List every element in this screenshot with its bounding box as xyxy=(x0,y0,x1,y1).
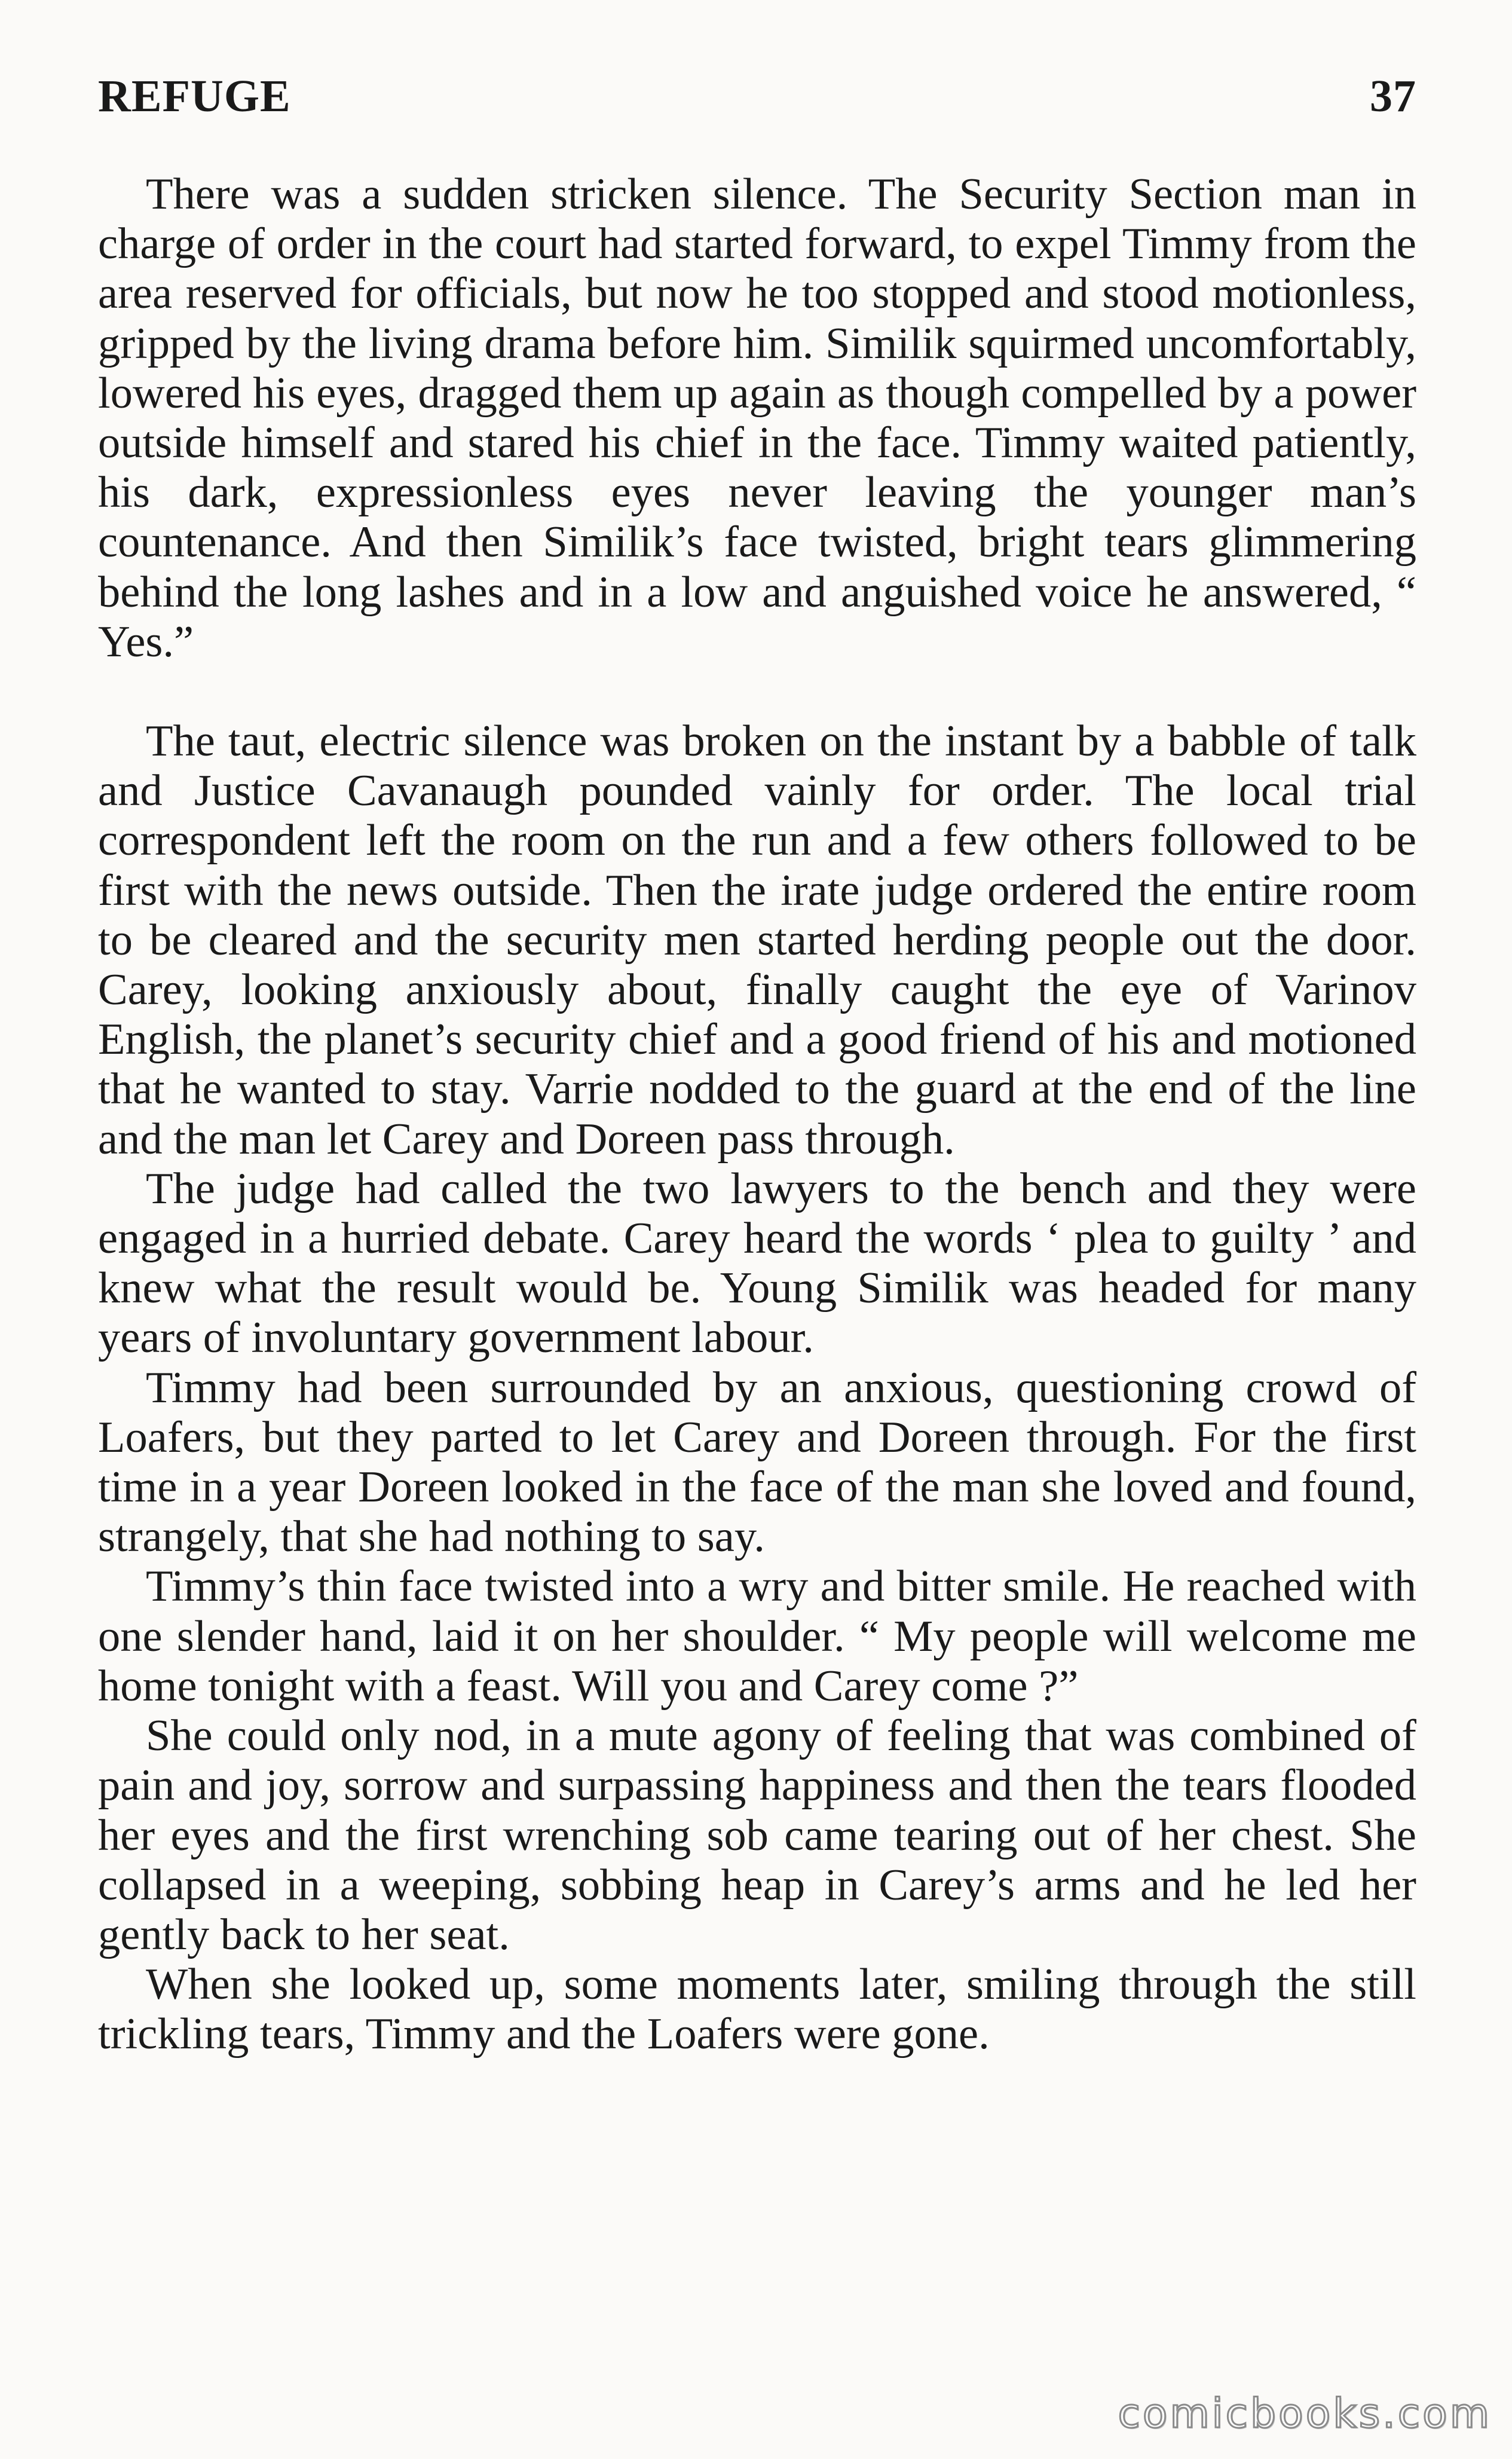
paragraph: The judge had called the two lawyers to the bench and they were engaged in a hurried debate. Carey heard the words ‘ plea to guilty ’ and knew what the result would be. Young Similik was headed for many years of involuntary government labour. xyxy=(98,1164,1416,1363)
paragraph: There was a sudden stricken silence. The Security Section man in charge of order in the court had started forward, to expel Timmy from the area reserved for officials, but now he too stopped and stood motionless, gripped by the living drama before him. Similik squirmed uncomfortably, lowered his eyes, dragged them up again as though compelled by a power outside himself and stared his chief in the face. Timmy waited patiently, his dark, expressionless eyes never leaving the younger man’s countenance. And then Similik’s face twisted, bright tears glimmering behind the long lashes and in a low and anguished voice he answered, “ Yes.” xyxy=(98,170,1416,666)
running-head xyxy=(98,71,1416,136)
watermark: comicbooks.com xyxy=(1118,2390,1492,2437)
paragraph: Timmy’s thin face twisted into a wry and bitter smile. He reached with one slender hand, laid it on her shoulder. “ My people will welcome me home tonight with a feast. Will you and Carey come ?” xyxy=(98,1562,1416,1711)
paragraph: She could only nod, in a mute agony of feeling that was combined of pain and joy, sorrow and surpassing happiness and then the tears flooded her eyes and the first wrenching sob came tearing out of her chest. She collapsed in a weeping, sobbing heap in Carey’s arms and he led her gently back to her seat. xyxy=(98,1711,1416,1959)
body-text xyxy=(98,170,1416,2060)
page-number: 37 xyxy=(1370,71,1416,121)
paragraph: Timmy had been surrounded by an anxious, questioning crowd of Loafers, but they parted to let Carey and Doreen through. For the first time in a year Doreen looked in the face of the man she loved and found, strangely, that she had nothing to say. xyxy=(98,1363,1416,1562)
paragraph: When she looked up, some moments later, smiling through the still trickling tears, Timmy and the Loafers were gone. xyxy=(98,1960,1416,2059)
paragraph: The taut, electric silence was broken on the instant by a babble of talk and Justice Cavanaugh pounded vainly for order. The local trial correspondent left the room on the run and a few others followed to be first with the news outside. Then the irate judge ordered the entire room to be cleared and the security men started herding people out the door. Carey, looking anxiously about, finally caught the eye of Varinov English, the planet’s security chief and a good friend of his and motioned that he wanted to stay. Varrie nodded to the guard at the end of the line and the man let Carey and Doreen pass through. xyxy=(98,717,1416,1164)
chapter-title: REFUGE xyxy=(98,71,291,121)
